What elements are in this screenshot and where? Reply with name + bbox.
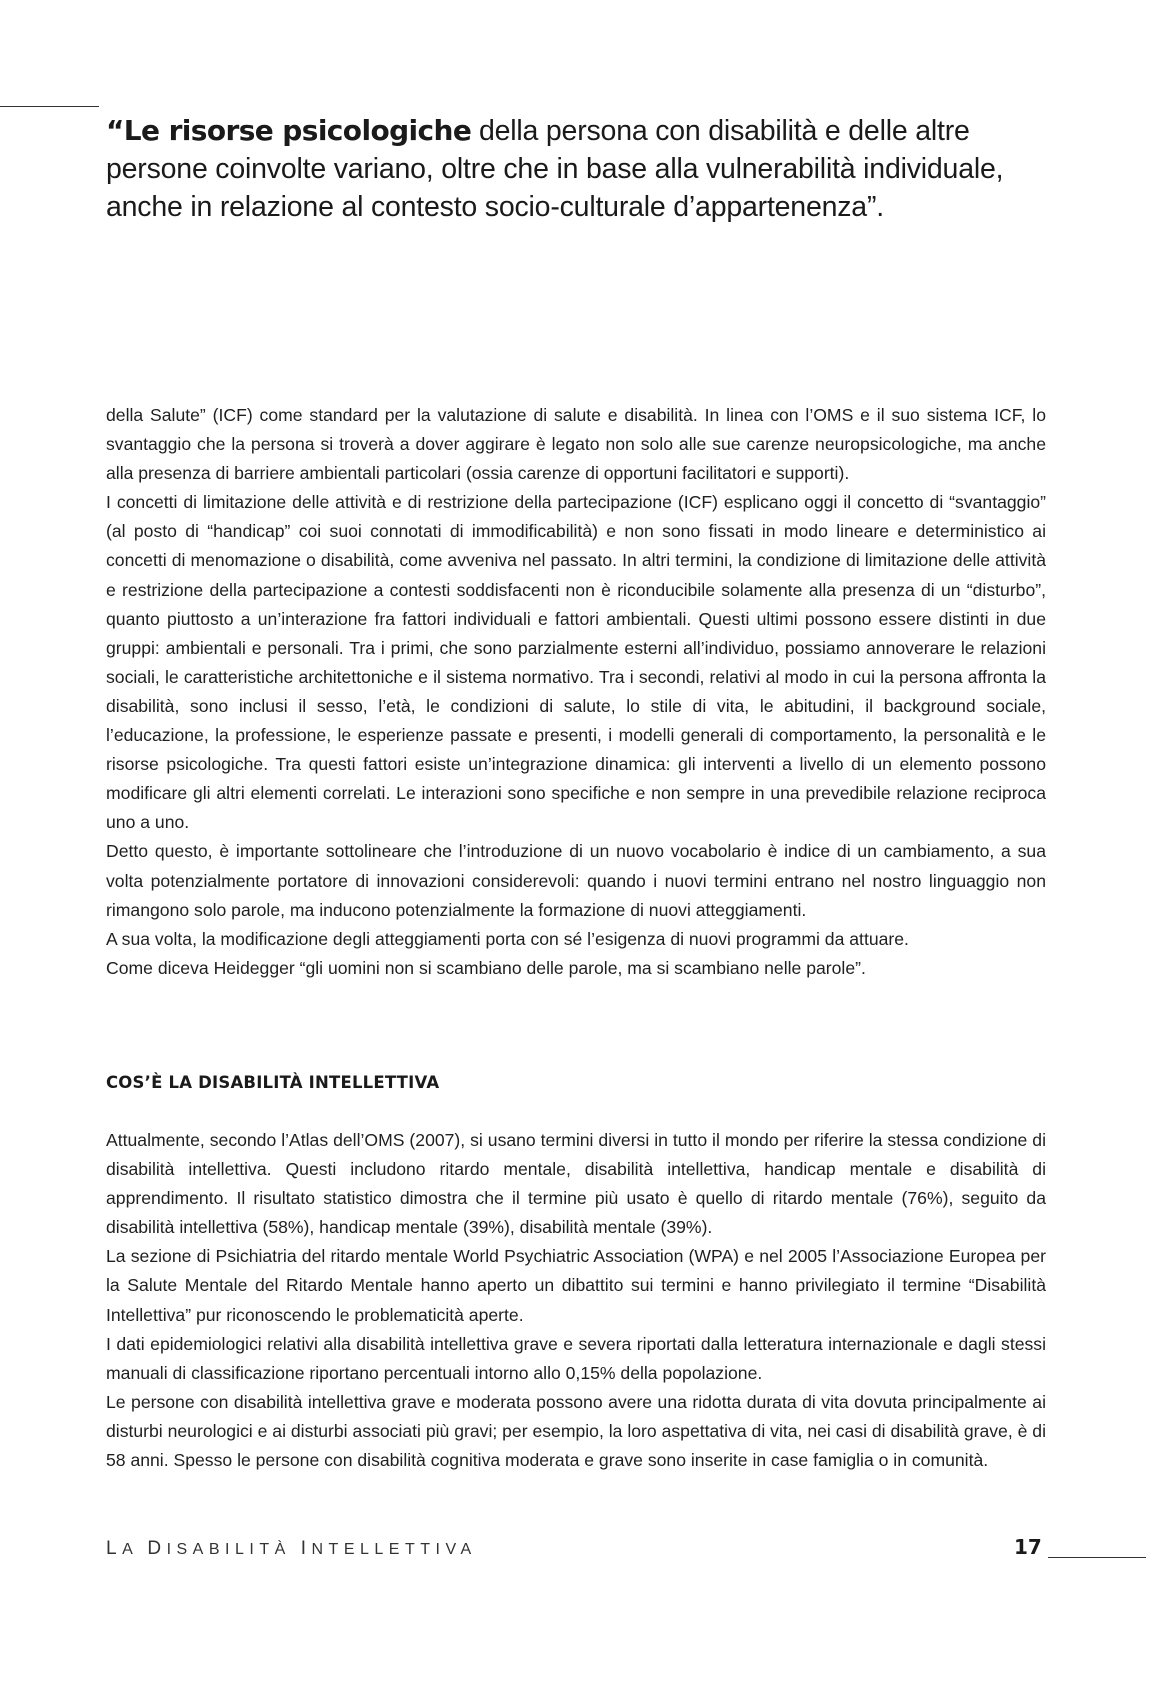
pull-quote-text: della persona con disabilità e delle altre persone coinvolte variano, oltre che in base alla vulnerabilità individuale, anche in relazione al contesto socio-culturale d’appartenenza”. [106,115,1004,223]
body-section-1 [106,401,1046,983]
body-section-2 [106,1126,1046,1475]
bottom-rule [1048,1557,1146,1558]
running-title: LA DISABILITÀ INTELLETTIVA [106,1538,477,1559]
top-rule [0,106,99,107]
paragraph: I dati epidemiologici relativi alla disabilità intellettiva grave e severa riportati dalla letteratura internazionale e dagli stessi manuali di classificazione riportano percentuali intorno allo 0,15% della popolazione. [106,1333,1046,1383]
paragraph: La sezione di Psichiatria del ritardo mentale World Psychiatric Association (WPA) e nel 2005 l’Associazione Europea per la Salute Mentale del Ritardo Mentale hanno aperto un dibattito sui termini e hanno privilegiato il termine “Disabilità Intellettiva” pur riconoscendo le problematicità aperte. [106,1246,1046,1325]
paragraph: Le persone con disabilità intellettiva grave e moderata possono avere una ridotta durata di vita dovuta principalmente ai disturbi neurologici e ai disturbi associati più gravi; per esempio, la loro aspettativa di vita, nei casi di disabilità grave, è di 58 anni. Spesso le persone con disabilità cognitiva moderata e grave sono inserite in case famiglia o in comunità. [106,1391,1046,1471]
pull-quote [106,112,1066,226]
paragraph: della Salute” (ICF) come standard per la valutazione di salute e disabilità. In linea con l’OMS e il suo sistema ICF, lo svantaggio che la persona si troverà a dover aggirare è legato non solo alle sue carenze neuropsicologiche, ma anche alla presenza di barriere ambientali particolari (ossia carenze di opportuni facilitatori e supporti). [106,405,1046,484]
paragraph: Attualmente, secondo l’Atlas dell’OMS (2007), si usano termini diversi in tutto il mondo per riferire la stessa condizione di disabilità intellettiva. Questi includono ritardo mentale, disabilità intellettiva, handicap mentale e disabilità di apprendimento. Il risultato statistico dimostra che il termine più usato è quello di ritardo mentale (76%), seguito da disabilità intellettiva (58%), handicap mentale (39%), disabilità mentale (39%). [106,1130,1046,1238]
page-number: 17 [1014,1535,1042,1559]
paragraph: I concetti di limitazione delle attività e di restrizione della partecipazione (ICF) esplicano oggi il concetto di “svantaggio” (al posto di “handicap” coi suoi connotati di immodificabilità) e non sono fissati in modo lineare e deterministico ai concetti di menomazione o disabilità, come avveniva nel passato. In altri termini, la condizione di limitazione delle attività e restrizione della partecipazione a contesti soddisfacenti non è riconducibile solamente alla presenza di un “disturbo”, quanto piuttosto a un’interazione fra fattori individuali e fattori ambientali. Questi ultimi possono essere distinti in due gruppi: ambientali e personali. Tra i primi, che sono parzialmente esterni all’individuo, possiamo annoverare le relazioni sociali, le caratteristiche architettoniche e il sistema normativo. Tra i secondi, relativi al modo in cui la persona affronta la disabilità, sono inclusi il sesso, l’età, le condizioni di salute, lo stile di vita, le abitudini, il background sociale, l’educazione, la professione, le esperienze passate e presenti, i modelli generali di comportamento, la personalità e le risorse psicologiche. Tra questi fattori esiste un’integrazione dinamica: gli interventi a livello di un elemento possono modificare gli altri elementi correlati. Le interazioni sono specifiche e non sempre in una prevedibile relazione reciproca uno a uno. [106,492,1046,833]
paragraph: Detto questo, è importante sottolineare che l’introduzione di un nuovo vocabolario è indice di un cambiamento, a sua volta potenzialmente portatore di innovazioni considerevoli: quando i nuovi termini entrano nel nostro linguaggio non rimangono solo parole, ma inducono potenzialmente la formazione di nuovi atteggiamenti. [106,841,1046,920]
paragraph: A sua volta, la modificazione degli atteggiamenti porta con sé l’esigenza di nuovi programmi da attuare. [106,928,909,949]
section-heading: COS’È LA DISABILITÀ INTELLETTIVA [106,1073,440,1092]
paragraph: Come diceva Heidegger “gli uomini non si scambiano delle parole, ma si scambiano nelle parole”. [106,957,866,978]
pull-quote-lead: “Le risorse psicologiche [106,114,472,147]
